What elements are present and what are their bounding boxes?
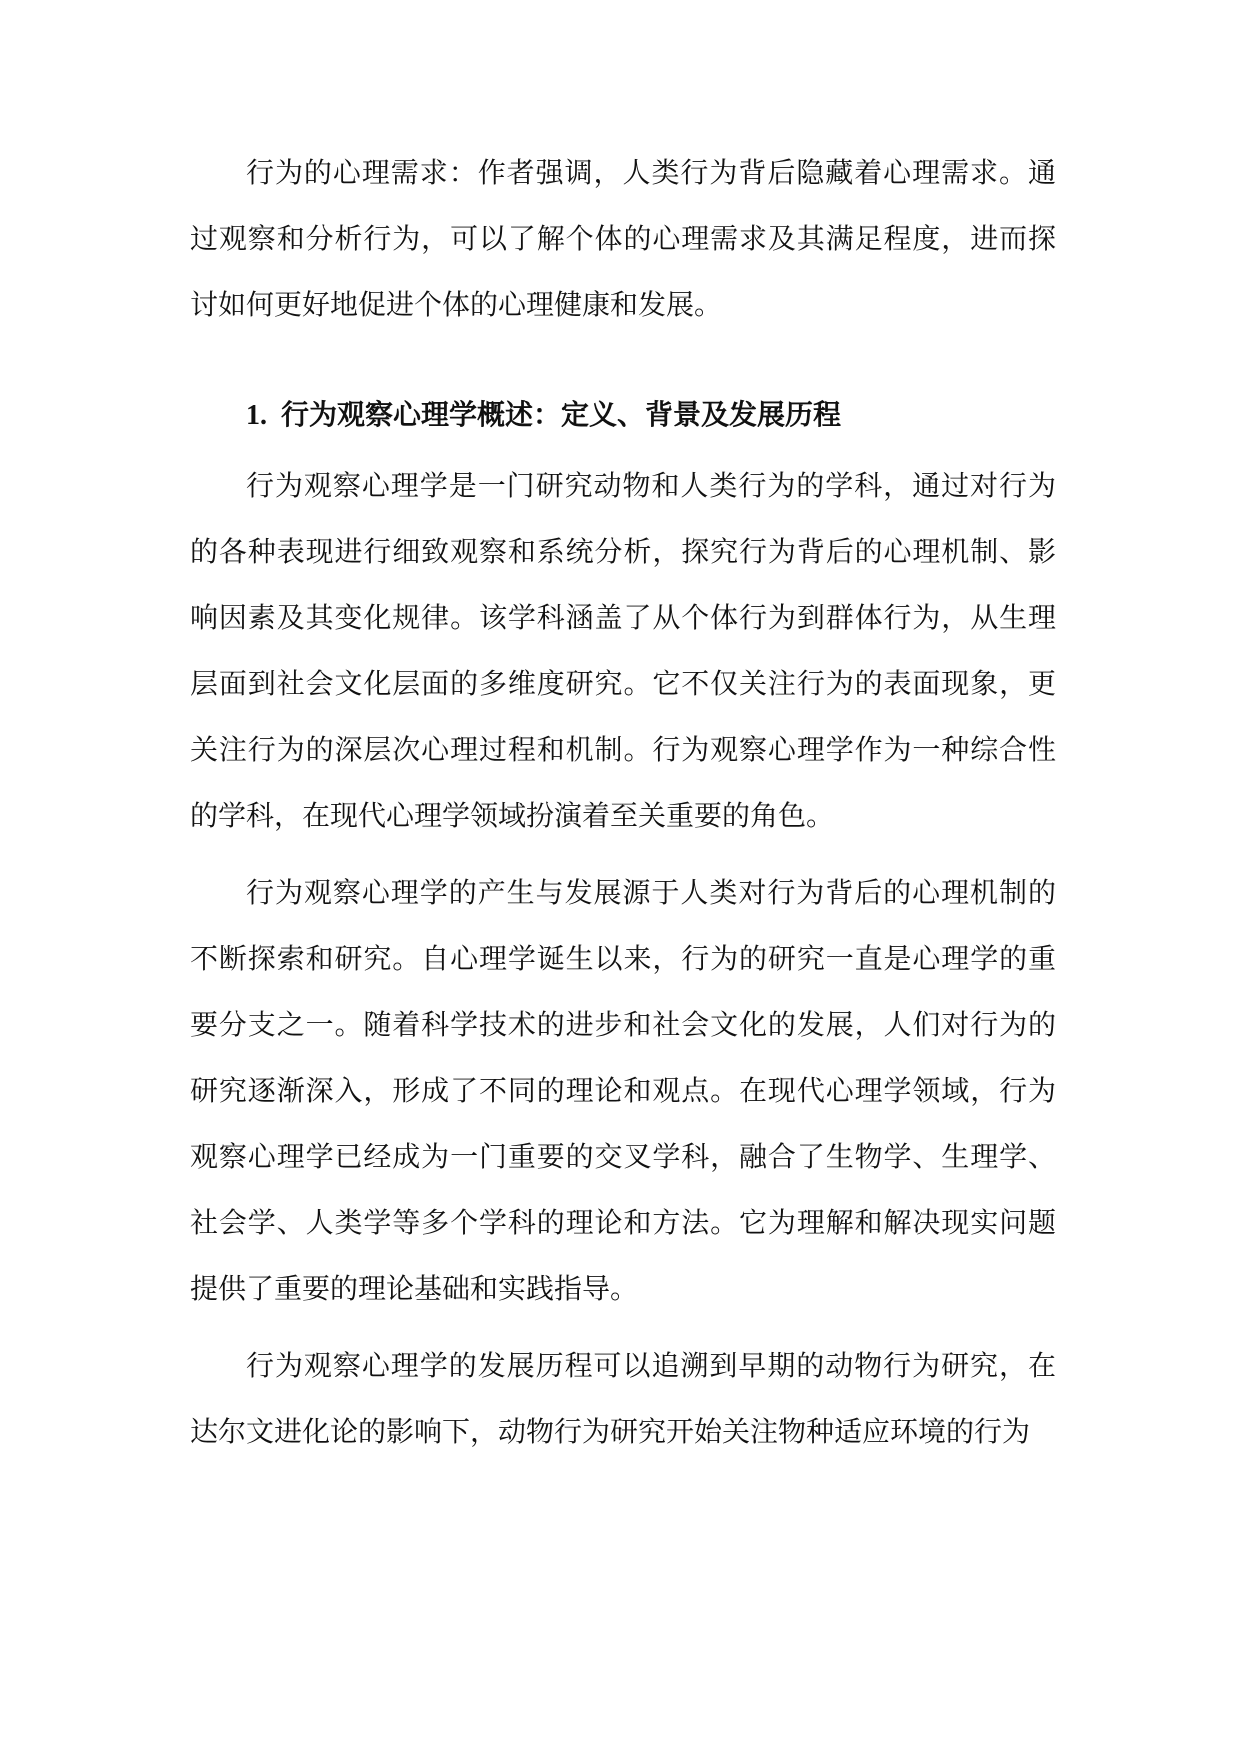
section-title: 行为观察心理学概述：定义、背景及发展历程 <box>281 398 842 431</box>
section-number: 1. <box>246 400 267 431</box>
paragraph-history: 行为观察心理学的发展历程可以追溯到早期的动物行为研究，在达尔文进化论的影响下，动物行为研究开始关注物种适应环境的行为 <box>190 1349 1056 1448</box>
section-heading <box>190 382 1056 449</box>
paragraph-definition: 行为观察心理学是一门研究动物和人类行为的学科，通过对行为的各种表现进行细致观察和系统分析，探究行为背后的心理机制、影响因素及其变化规律。该学科涵盖了从个体行为到群体行为，从生理层面到社会文化层面的多维度研究。它不仅关注行为的表面现象，更关注行为的深层次心理过程和机制。行为观察心理学作为一种综合性的学科，在现代心理学领域扮演着至关重要的角色。 <box>190 469 1056 832</box>
paragraph-psychological-needs: 行为的心理需求：作者强调，人类行为背后隐藏着心理需求。通过观察和分析行为，可以了解个体的心理需求及其满足程度，进而探讨如何更好地促进个体的心理健康和发展。 <box>190 156 1056 321</box>
paragraph-background: 行为观察心理学的产生与发展源于人类对行为背后的心理机制的不断探索和研究。自心理学诞生以来，行为的研究一直是心理学的重要分支之一。随着科学技术的进步和社会文化的发展，人们对行为的研究逐渐深入，形成了不同的理论和观点。在现代心理学领域，行为观察心理学已经成为一门重要的交叉学科，融合了生物学、生理学、社会学、人类学等多个学科的理论和方法。它为理解和解决现实问题提供了重要的理论基础和实践指导。 <box>190 876 1056 1305</box>
document-page <box>190 140 1056 1465</box>
